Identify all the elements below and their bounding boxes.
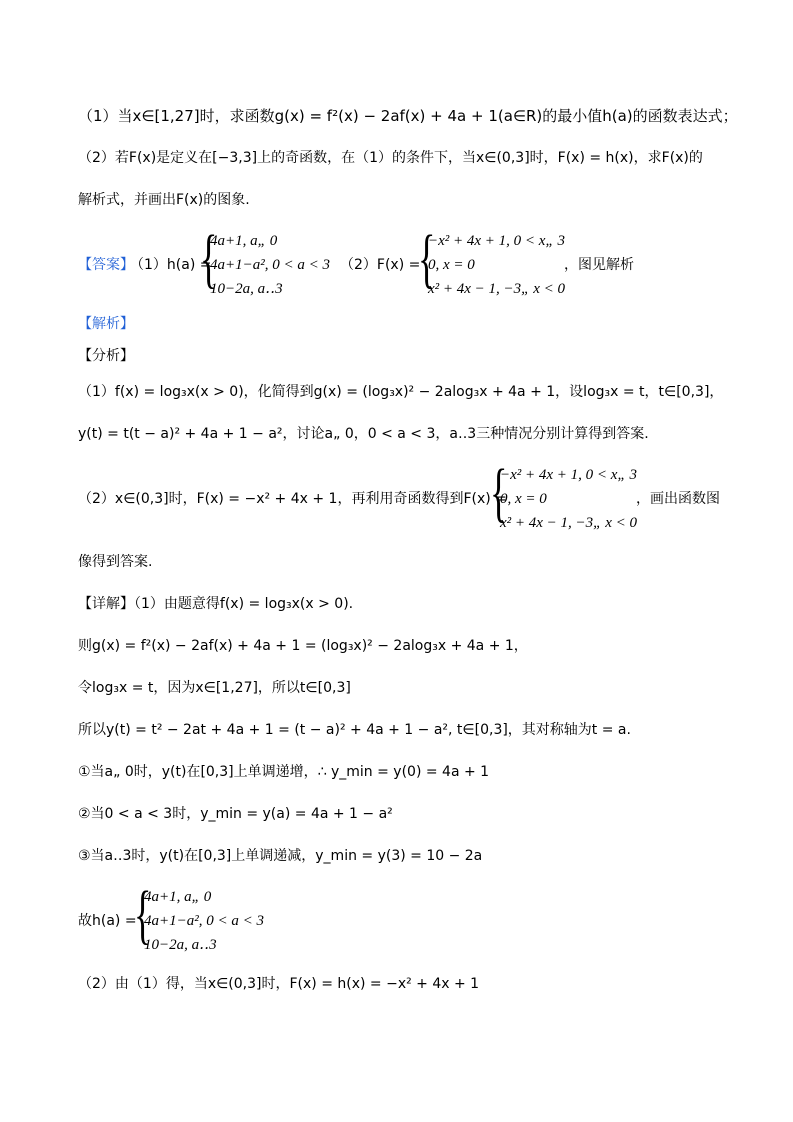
conclusion-cases [144,885,264,957]
analysis-1-line2: y(t) = t(t − a)² + 4a + 1 − a²，讨论a„ 0，0 < a < 3，a‥3三种情况分别计算得到答案. [78,426,649,442]
answer-suffix: ，图见解析 [564,257,634,273]
F-cases-brace: { [418,222,436,295]
conclusion-brace: { [134,878,152,951]
part2-solution: （2）由（1）得，当x∈(0,3]时，F(x) = h(x) = −x² + 4x + 1 [78,976,480,992]
F-case-2: 0, x = 0 [428,257,475,273]
analysis-1-line1: （1）f(x) = log₃x(x > 0)，化简得到g(x) = (log₃x)² − 2alog₃x + 4a + 1，设log₃x = t，t∈[0,3]， [78,384,724,400]
analysis-2-line2: 像得到答案. [78,554,153,570]
detail-2: 则g(x) = f²(x) − 2af(x) + 4a + 1 = (log₃x)² − 2alog₃x + 4a + 1， [78,638,528,654]
conclusion-case-3: 10−2a, a‥3 [144,937,217,953]
h-cases [210,229,330,301]
analysis-F-cases [500,463,637,535]
fenxi-tag: 【分析】 [78,348,134,364]
question-part2-line2: 解析式，并画出F(x)的图象. [78,192,250,208]
detail-4: 所以y(t) = t² − 2at + 4a + 1 = (t − a)² + 4a + 1 − a², t∈[0,3]，其对称轴为t = a. [78,722,631,738]
analysis-2-suffix: ，画出函数图 [636,491,720,507]
F-case-3: x² + 4x − 1, −3„ x < 0 [428,281,566,297]
detail-1: （1）由题意得f(x) = log₃x(x > 0). [134,596,354,612]
jiexi-tag: 【解析】 [78,316,134,332]
answer-part2-prefix: （2）F(x) = [340,257,421,273]
analysis-F-brace: { [490,456,508,529]
question-part1: （1）当x∈[1,27]时，求函数g(x) = f²(x) − 2af(x) + 4a + 1(a∈R)的最小值h(a)的函数表达式； [78,107,738,125]
answer-part1-prefix: （1）h(a) = [130,257,212,273]
case-2: ②当0 < a < 3时，y_min = y(a) = 4a + 1 − a² [78,806,393,822]
analysis-2-prefix: （2）x∈(0,3]时，F(x) = −x² + 4x + 1，再利用奇函数得到F(x) = [78,491,507,507]
detail-tag: 【详解】 [78,596,134,612]
analysis-F-case-1: −x² + 4x + 1, 0 < x„ 3 [500,467,638,483]
question-part2-line1: （2）若F(x)是定义在[−3,3]上的奇函数，在（1）的条件下，当x∈(0,3]时，F(x) = h(x)，求F(x)的 [78,150,703,166]
h-case-1: 4a+1, a„ 0 [210,233,278,249]
conclusion-case-2: 4a+1−a², 0 < a < 3 [144,913,264,929]
h-case-3: 10−2a, a‥3 [210,281,283,297]
h-cases-brace: { [200,222,218,295]
conclusion-prefix: 故h(a) = [78,913,137,929]
h-case-2: 4a+1−a², 0 < a < 3 [210,257,330,273]
answer-tag: 【答案】 [78,257,134,273]
F-cases [428,229,565,301]
detail-3: 令log₃x = t，因为x∈[1,27]，所以t∈[0,3] [78,680,351,696]
conclusion-case-1: 4a+1, a„ 0 [144,889,212,905]
case-1: ①当a„ 0时，y(t)在[0,3]上单调递增，∴ y_min = y(0) = 4a + 1 [78,764,490,780]
analysis-F-case-2: 0, x = 0 [500,491,547,507]
detail-line1 [78,594,353,614]
F-case-1: −x² + 4x + 1, 0 < x„ 3 [428,233,566,249]
case-3: ③当a‥3时，y(t)在[0,3]上单调递减，y_min = y(3) = 10 − 2a [78,848,483,864]
analysis-F-case-3: x² + 4x − 1, −3„ x < 0 [500,515,638,531]
